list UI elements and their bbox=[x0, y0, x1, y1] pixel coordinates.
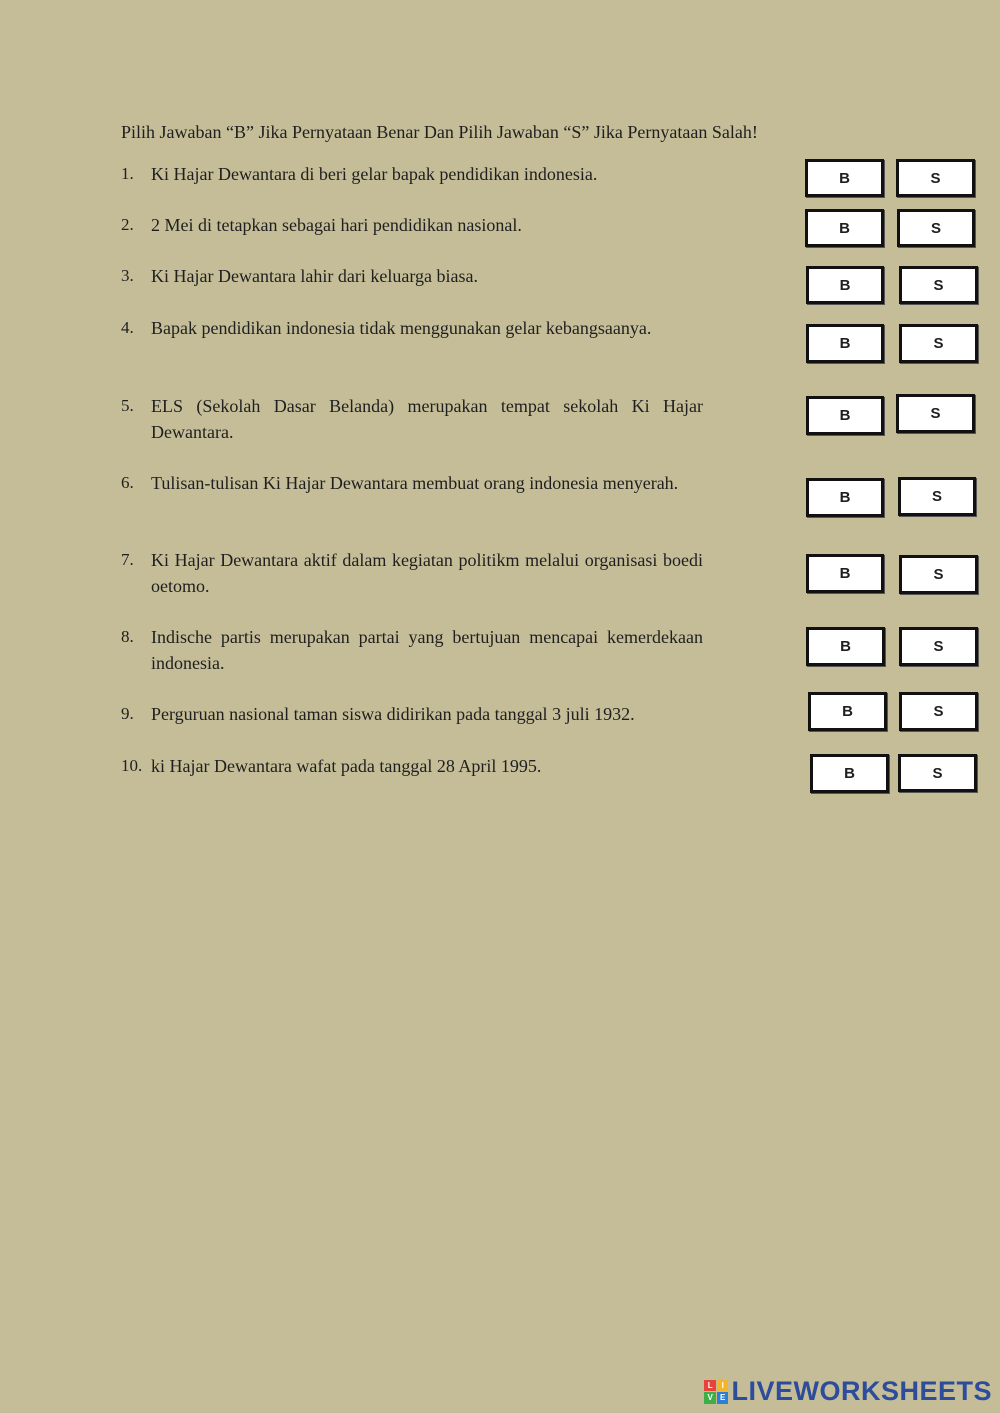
question-9 bbox=[121, 701, 703, 727]
instruction-text: Pilih Jawaban “B” Jika Pernyataan Benar Dan Pilih Jawaban “S” Jika Pernyataan Salah! bbox=[121, 122, 758, 142]
answer-b-button-7[interactable]: B bbox=[806, 554, 884, 593]
question-number: 3. bbox=[121, 266, 134, 285]
answer-s-button-6[interactable]: S bbox=[898, 477, 976, 516]
question-text: Ki Hajar Dewantara aktif dalam kegiatan politikm melalui organisasi boedi oetomo. bbox=[151, 550, 703, 596]
question-text: ELS (Sekolah Dasar Belanda) merupakan tempat sekolah Ki Hajar Dewantara. bbox=[151, 396, 703, 442]
logo-letter-v: V bbox=[704, 1392, 716, 1404]
question-1 bbox=[121, 161, 703, 187]
question-text: Tulisan-tulisan Ki Hajar Dewantara membuat orang indonesia menyerah. bbox=[151, 473, 679, 493]
question-number: 4. bbox=[121, 318, 134, 337]
liveworksheets-icon bbox=[704, 1380, 728, 1404]
liveworksheets-logo bbox=[704, 1376, 992, 1407]
question-number: 9. bbox=[121, 704, 134, 723]
question-text: Ki Hajar Dewantara di beri gelar bapak pendidikan indonesia. bbox=[151, 164, 598, 184]
logo-letter-l: L bbox=[704, 1380, 716, 1392]
answer-s-button-7[interactable]: S bbox=[899, 555, 978, 594]
question-number: 10. bbox=[121, 756, 143, 775]
answer-s-button-3[interactable]: S bbox=[899, 266, 978, 304]
question-text: Indische partis merupakan partai yang bertujuan mencapai kemerdekaan indonesia. bbox=[151, 627, 703, 673]
question-10 bbox=[121, 753, 703, 779]
question-text: Ki Hajar Dewantara lahir dari keluarga biasa. bbox=[151, 266, 479, 286]
question-number: 5. bbox=[121, 396, 134, 415]
answer-b-button-10[interactable]: B bbox=[810, 754, 889, 793]
question-text: Perguruan nasional taman siswa didirikan pada tanggal 3 juli 1932. bbox=[151, 704, 635, 724]
question-text: 2 Mei di tetapkan sebagai hari pendidikan nasional. bbox=[151, 215, 522, 235]
question-number: 7. bbox=[121, 550, 134, 569]
answer-b-button-6[interactable]: B bbox=[806, 478, 884, 517]
answer-s-button-4[interactable]: S bbox=[899, 324, 978, 363]
answer-s-button-5[interactable]: S bbox=[896, 394, 975, 433]
question-number: 2. bbox=[121, 215, 134, 234]
answer-s-button-10[interactable]: S bbox=[898, 754, 977, 792]
question-number: 6. bbox=[121, 473, 134, 492]
answer-s-button-2[interactable]: S bbox=[897, 209, 975, 247]
answer-b-button-3[interactable]: B bbox=[806, 266, 884, 304]
answer-b-button-5[interactable]: B bbox=[806, 396, 884, 435]
question-number: 8. bbox=[121, 627, 134, 646]
answer-b-button-8[interactable]: B bbox=[806, 627, 885, 666]
question-3 bbox=[121, 263, 703, 289]
answer-s-button-8[interactable]: S bbox=[899, 627, 978, 666]
answer-b-button-4[interactable]: B bbox=[806, 324, 884, 363]
logo-letter-e: E bbox=[717, 1392, 729, 1404]
question-4 bbox=[121, 315, 703, 341]
question-2 bbox=[121, 212, 703, 238]
question-7 bbox=[121, 547, 703, 599]
question-6 bbox=[121, 470, 703, 496]
brand-name: LIVEWORKSHEETS bbox=[731, 1376, 992, 1406]
logo-letter-i: I bbox=[717, 1380, 729, 1392]
question-text: ki Hajar Dewantara wafat pada tanggal 28 April 1995. bbox=[151, 756, 542, 776]
question-8 bbox=[121, 624, 703, 676]
answer-s-button-9[interactable]: S bbox=[899, 692, 978, 731]
answer-b-button-9[interactable]: B bbox=[808, 692, 887, 731]
question-text: Bapak pendidikan indonesia tidak menggunakan gelar kebangsaanya. bbox=[151, 318, 652, 338]
answer-b-button-2[interactable]: B bbox=[805, 209, 884, 247]
question-number: 1. bbox=[121, 164, 134, 183]
question-5 bbox=[121, 393, 703, 445]
answer-s-button-1[interactable]: S bbox=[896, 159, 975, 197]
answer-b-button-1[interactable]: B bbox=[805, 159, 884, 197]
